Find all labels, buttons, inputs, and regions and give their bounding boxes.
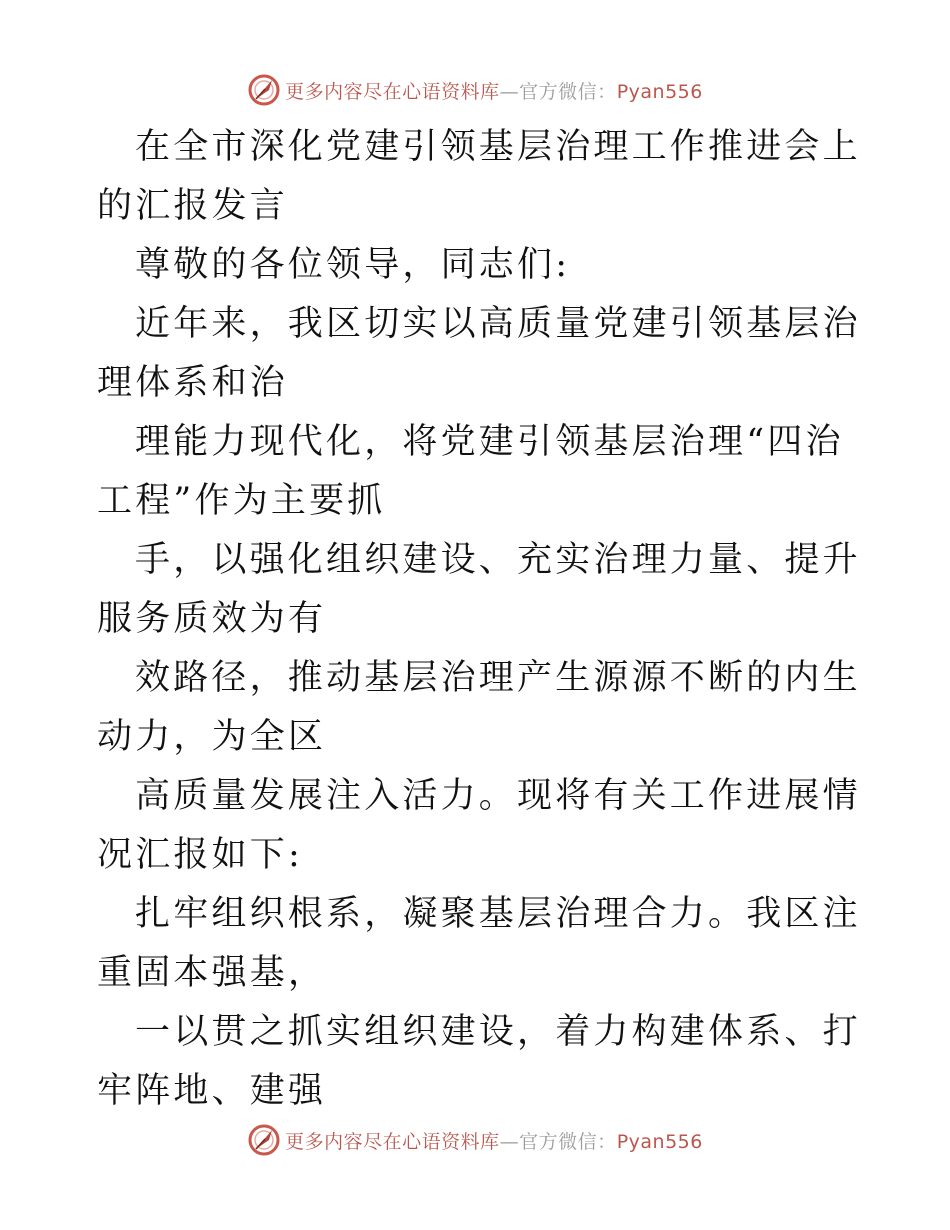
paragraph-text: 高质量发展注入活力。现将有关工作进展情况汇报如下: <box>97 776 861 875</box>
paragraph-text: 一以贯之抓实组织建设，着力构建体系、打牢阵地、建强 <box>97 1012 861 1111</box>
paragraph-salutation: 尊敬的各位领导，同志们: <box>135 245 571 285</box>
watermark-label: 官方微信： <box>519 1130 617 1153</box>
paragraph-text: 手，以强化组织建设、充实治理力量、提升服务质效为有 <box>97 540 861 639</box>
paragraph-text: 理能力现代化，将党建引领基层治理“四治工程”作为主要抓 <box>97 422 844 521</box>
watermark-label: 官方微信： <box>519 80 617 103</box>
watermark-wechat-id: Pyan556 <box>616 1130 703 1153</box>
watermark-text <box>285 1127 703 1154</box>
watermark-brand: 更多内容尽在心语资料库 <box>285 1130 500 1153</box>
watermark-text <box>285 77 703 104</box>
watermark-wechat-id: Pyan556 <box>616 80 703 103</box>
header-watermark <box>0 70 950 110</box>
paragraph-text: 效路径，推动基层治理产生源源不断的内生动力，为全区 <box>97 658 861 757</box>
quill-logo-icon <box>247 1123 281 1157</box>
paragraph-title: 在全市深化党建引领基层治理工作推进会上的汇报发言 <box>97 127 861 226</box>
watermark-dash: — <box>499 1130 520 1153</box>
quill-logo-icon <box>247 73 281 107</box>
watermark-dash: — <box>499 80 520 103</box>
paragraph-text: 近年来，我区切实以高质量党建引领基层治理体系和治 <box>97 304 861 403</box>
document-body <box>97 118 867 1121</box>
footer-watermark <box>0 1120 950 1160</box>
watermark-brand: 更多内容尽在心语资料库 <box>285 80 500 103</box>
paragraph-text: 扎牢组织根系，凝聚基层治理合力。我区注重固本强基， <box>97 894 861 993</box>
